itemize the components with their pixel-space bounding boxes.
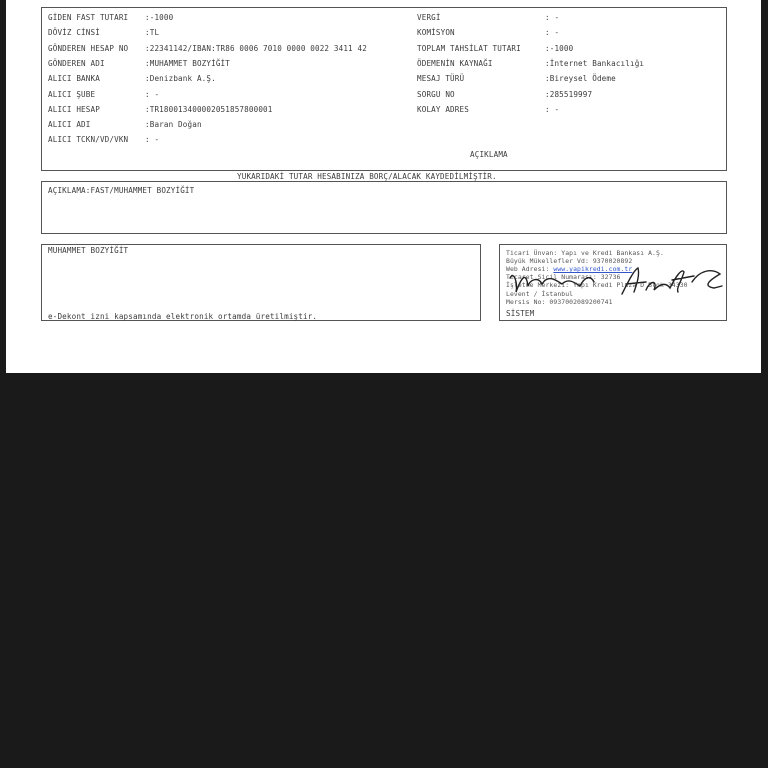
detail-value: :Baran Doğan	[145, 120, 202, 130]
detail-value: : -	[545, 13, 560, 22]
receipt-sheet	[6, 0, 761, 373]
detail-value: :MUHAMMET BOZYİĞİT	[145, 58, 230, 68]
detail-value: :22341142/IBAN:TR86 0006 7010 0000 0022 3411 42	[145, 43, 367, 53]
detail-value: :-1000	[545, 43, 574, 53]
edekont-note: e-Dekont izni kapsamında elektronik ortamda üretilmiştir.	[48, 312, 318, 321]
customer-box	[41, 244, 481, 321]
detail-label: ALICI ADI	[48, 120, 91, 130]
detail-label: KOLAY ADRES	[417, 104, 469, 114]
detail-label: TOPLAM TAHSİLAT TUTARI	[417, 43, 521, 53]
detail-label: ALICI ŞUBE	[48, 89, 96, 99]
bank-hq: İşletme Merkezi: Yapı Kredi Plaza D Blok 34330	[506, 281, 688, 289]
aciklama-header: AÇIKLAMA	[470, 150, 508, 159]
detail-value: :Bireysel Ödeme	[545, 74, 616, 84]
detail-label: GÖNDEREN HESAP NO	[48, 43, 129, 53]
detail-label: ÖDEMENİN KAYNAĞI	[417, 58, 493, 68]
detail-value: : -	[145, 89, 160, 99]
customer-name: MUHAMMET BOZYİĞİT	[48, 246, 129, 255]
detail-value: : -	[545, 104, 560, 114]
bank-tax-office: Büyük Mükellefler Vd: 9370020892	[506, 257, 633, 265]
detail-value: :Denizbank A.Ş.	[145, 74, 216, 84]
bank-web-link[interactable]: www.yapikredi.com.tr	[553, 265, 633, 273]
bank-trade-name: Ticari Ünvan: Yapı ve Kredi Bankası A.Ş.	[506, 249, 664, 257]
detail-label: GÖNDEREN ADI	[48, 58, 105, 68]
debit-notice: YUKARIDAKİ TUTAR HESABINIZA BORÇ/ALACAK KAYDEDİLMİŞTİR.	[237, 172, 497, 181]
detail-value: :TL	[145, 28, 160, 38]
aciklama-text: AÇIKLAMA:FAST/MUHAMMET BOZYİĞİT	[48, 186, 195, 195]
detail-label: ALICI TCKN/VD/VKN	[48, 135, 129, 145]
detail-label: ALICI BANKA	[48, 74, 100, 84]
detail-value: : -	[145, 135, 160, 145]
detail-value: :TR180013400002051857800001	[145, 104, 273, 114]
detail-value: :-1000	[145, 13, 174, 22]
bank-city: Levent / İstanbul	[506, 290, 574, 298]
detail-value: : -	[545, 28, 560, 38]
detail-value: :285519997	[545, 89, 593, 99]
transaction-details-box	[41, 7, 727, 171]
detail-label: GİDEN FAST TUTARI	[48, 13, 129, 22]
detail-value: :İnternet Bankacılığı	[545, 58, 645, 68]
bank-mersis: Mersis No: 0937002089200741	[506, 298, 613, 306]
detail-label: SORGU NO	[417, 89, 455, 99]
detail-label: MESAJ TÜRÜ	[417, 74, 465, 84]
bank-web-label: Web Adresi:	[506, 265, 554, 273]
detail-label: DÖVİZ CİNSİ	[48, 28, 100, 38]
detail-label: KOMİSYON	[417, 28, 455, 38]
detail-label: ALICI HESAP	[48, 104, 100, 114]
detail-label: VERGİ	[417, 13, 441, 22]
signature-image	[504, 262, 726, 302]
bank-registry: Ticaret Sicil Numarası: 32736	[506, 273, 621, 281]
system-label: SİSTEM	[506, 309, 535, 318]
